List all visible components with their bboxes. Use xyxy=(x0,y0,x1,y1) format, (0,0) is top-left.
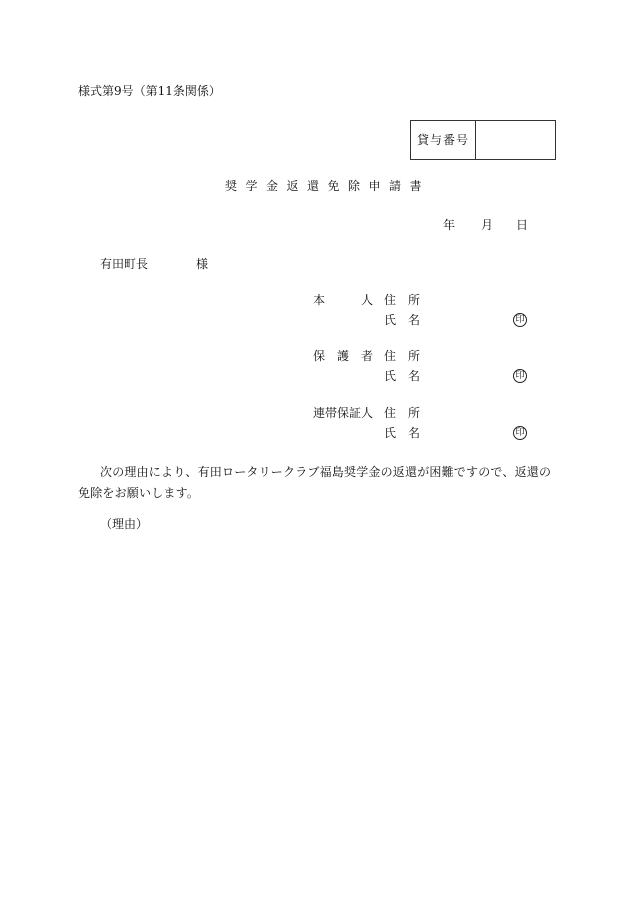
name-label-1: 氏 xyxy=(384,313,397,327)
name-label-1: 氏 xyxy=(384,369,397,383)
reason-label: （理由） xyxy=(100,517,149,531)
date-month-label: 月 xyxy=(481,218,494,232)
role-guardian: 保 護 者 xyxy=(313,349,374,363)
loan-number-field[interactable] xyxy=(476,121,555,159)
date-year-label: 年 xyxy=(443,218,456,232)
role-applicant-1: 本 xyxy=(313,293,326,307)
name-label-1: 氏 xyxy=(384,426,397,440)
address-label-1: 住 xyxy=(384,293,397,307)
loan-number-label: 貸与番号 xyxy=(411,121,476,159)
seal-mark: 印 xyxy=(513,369,527,383)
request-statement: 次の理由により、有田ロータリークラブ福島奨学金の返還が困難ですので、返還の免除をお願いします。 xyxy=(78,465,552,500)
loan-number-box xyxy=(410,120,556,160)
role-applicant-2: 人 xyxy=(361,293,374,307)
seal-mark: 印 xyxy=(513,426,527,440)
address-label-2: 所 xyxy=(408,293,421,307)
address-label-1: 住 xyxy=(384,349,397,363)
address-label-2: 所 xyxy=(408,349,421,363)
address-label-1: 住 xyxy=(384,406,397,420)
name-label-2: 名 xyxy=(408,369,421,383)
address-label-2: 所 xyxy=(408,406,421,420)
role-joint-guarantor: 連帯保証人 xyxy=(313,406,374,420)
name-label-2: 名 xyxy=(408,426,421,440)
addressee-honorific: 様 xyxy=(196,257,209,271)
document-title: 奨学金返還免除申請書 xyxy=(225,179,431,193)
seal-mark: 印 xyxy=(513,313,527,327)
date-day-label: 日 xyxy=(516,218,529,232)
addressee-name: 有田町長 xyxy=(100,257,149,271)
name-label-2: 名 xyxy=(408,313,421,327)
form-number: 様式第9号（第11条関係） xyxy=(78,84,221,98)
